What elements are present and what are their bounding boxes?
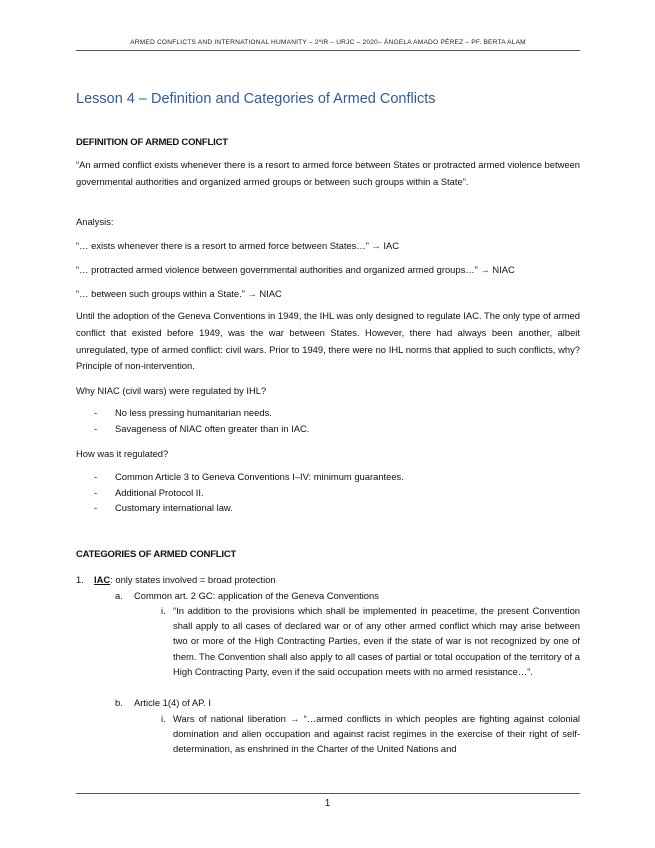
why-question: Why NIAC (civil wars) were regulated by IHL? [76,385,267,396]
definition-quote: “An armed conflict exists whenever there is a resort to armed force between States or protracted armed violence between governmental authorities and organized armed groups or between such groups within a State”. [76,159,580,187]
roman-marker: i. [161,605,166,616]
dash-marker: - [94,502,98,513]
history-paragraph: Until the adoption of the Geneva Conventions in 1949, the IHL was only designed to regulate IAC. The only type of armed conflict that existed before 1949, was the war between States. However, there had always been another, albeit unregulated, type of armed conflict: civil wars. Prior to 1949, there were no IHL norms that applied to such conflicts, why? Principle of non-intervention. [76,310,580,372]
dash-marker: - [94,407,98,418]
category-description: : only states involved = broad protection [110,574,276,585]
subitem-text: Common art. 2 GC: application of the Geneva Conventions [134,590,379,601]
page-number: 1 [324,798,331,809]
definition-heading: DEFINITION OF ARMED CONFLICT [76,137,228,148]
running-header: ARMED CONFLICTS AND INTERNATIONAL HUMANITY – 2ºIR – URJC – 2020– ÁNGELA AMADO PÉREZ – PF. BERTA ALAM [130,39,526,46]
analysis-line-2: “… protracted armed violence between governmental authorities and organized armed groups…” → NIAC [76,264,515,275]
dash-marker: - [94,471,98,482]
dash-marker: - [94,487,98,498]
how-list-item-text: Additional Protocol II. [115,487,204,498]
roman-marker: i. [161,713,166,724]
dash-marker: - [94,423,98,434]
why-list-item-text: No less pressing humanitarian needs. [115,407,272,418]
subitem-marker: a. [115,590,123,601]
list-number: 1. [76,574,84,585]
footer-divider [76,793,580,794]
analysis-line-1: “… exists whenever there is a resort to armed force between States…” → IAC [76,240,400,251]
analysis-line-3: “… between such groups within a State.” → NIAC [76,288,282,299]
header-divider [76,50,580,51]
national-liberation-quote: Wars of national liberation → “…armed conflicts in which peoples are fighting against colonial domination and alien occupation and against racist regimes in the exercise of their right of self-determination, as enshrined in the Charter of the United Nations and [173,713,580,755]
subitem-b [115,697,211,708]
page-title: Lesson 4 – Definition and Categories of Armed Conflicts [76,91,436,107]
analysis-label: Analysis: [76,216,114,227]
why-list-item-text: Savageness of NIAC often greater than in IAC. [115,423,310,434]
subitem-marker: b. [115,697,123,708]
common-article-2-quote: “In addition to the provisions which shall be implemented in peacetime, the present Convention shall apply to all cases of declared war or of any other armed conflict which may arise between two or more of the High Contracting Parties, even if the state of war is not recognized by one of them. The Convention shall also apply to all cases of partial or total occupation of the territory of a High Contracting Party, even if the said occupation meets with no armed resistance…”. [173,605,580,677]
subitem-text: Article 1(4) of AP. I [134,697,211,708]
category-item-iac [76,574,276,585]
how-list-item-text: Common Article 3 to Geneva Conventions I–IV: minimum guarantees. [115,471,404,482]
how-question: How was it regulated? [76,448,169,459]
categories-heading: CATEGORIES OF ARMED CONFLICT [76,549,237,560]
how-list-item-text: Customary international law. [115,502,233,513]
category-term: IAC [94,574,111,585]
subitem-a [115,590,379,601]
